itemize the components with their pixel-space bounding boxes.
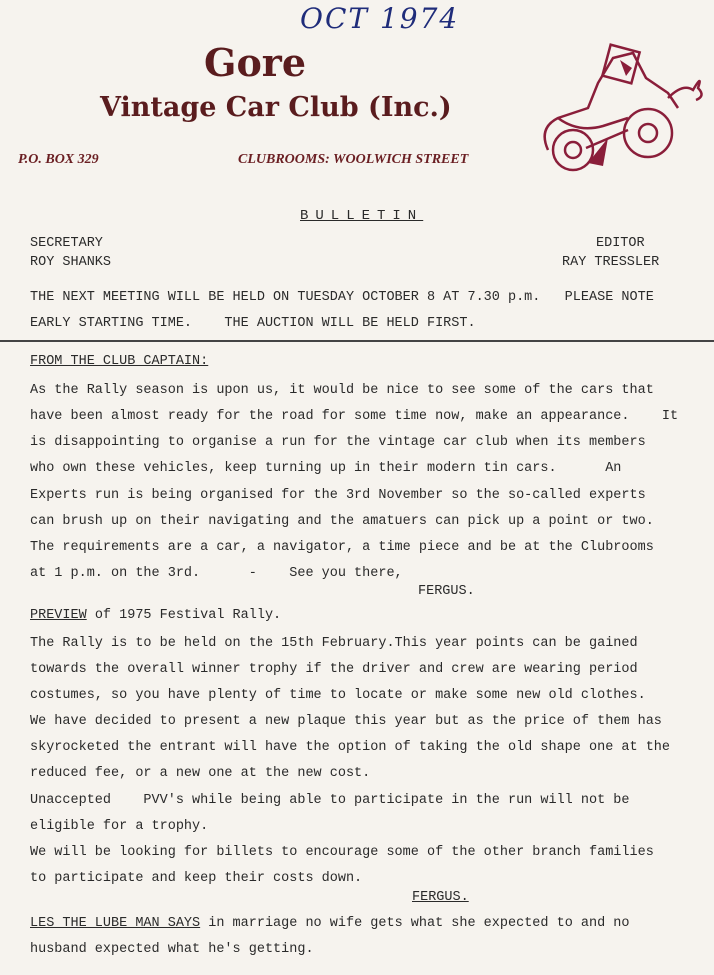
captain-signature: FERGUS. (418, 584, 475, 599)
lube-line-1-rest: in marriage no wife gets what she expected to and no (200, 916, 630, 931)
preview-line: We will be looking for billets to encourage some of the other branch families (30, 845, 654, 860)
preview-heading (30, 608, 281, 623)
po-box: P.O. BOX 329 (18, 152, 99, 167)
captain-line: have been almost ready for the road for some time now, make an appearance. It (30, 409, 679, 424)
preview-line: costumes, so you have plenty of time to locate or make some new old clothes. (30, 688, 646, 703)
preview-line: Unaccepted PVV's while being able to participate in the run will not be (30, 793, 630, 808)
lube-line-1 (30, 916, 630, 931)
preview-line: reduced fee, or a new one at the new cost. (30, 766, 371, 781)
captain-heading: FROM THE CLUB CAPTAIN: (30, 354, 209, 369)
captain-line: The requirements are a car, a navigator, a time piece and be at the Clubrooms (30, 540, 654, 555)
preview-line: to participate and keep their costs down. (30, 871, 363, 886)
editor-name: RAY TRESSLER (562, 255, 660, 270)
captain-line: Experts run is being organised for the 3rd November so the so-called experts (30, 488, 646, 503)
preview-line: The Rally is to be held on the 15th February.This year points can be gained (30, 636, 638, 651)
section-divider (0, 340, 714, 342)
preview-line: towards the overall winner trophy if the driver and crew are wearing period (30, 662, 638, 677)
notice-line-1: THE NEXT MEETING WILL BE HELD ON TUESDAY OCTOBER 8 AT 7.30 p.m. PLEASE NOTE (30, 290, 654, 305)
notice-line-2: EARLY STARTING TIME. THE AUCTION WILL BE HELD FIRST. (30, 316, 476, 331)
lube-line-2: husband expected what he's getting. (30, 942, 314, 957)
secretary-label: SECRETARY (30, 236, 103, 251)
secretary-name: ROY SHANKS (30, 255, 112, 270)
club-name: Gore (204, 40, 306, 85)
preview-heading-underlined: PREVIEW (30, 608, 87, 623)
preview-heading-rest: of 1975 Festival Rally. (86, 608, 282, 623)
clubrooms-address: CLUBROOMS: WOOLWICH STREET (238, 152, 469, 167)
captain-line: can brush up on their navigating and the amatuers can pick up a point or two. (30, 514, 654, 529)
club-subtitle: Vintage Car Club (Inc.) (100, 92, 452, 123)
preview-signature: FERGUS. (412, 890, 469, 905)
captain-line: As the Rally season is upon us, it would be nice to see some of the cars that (30, 383, 654, 398)
captain-line: who own these vehicles, keep turning up in their modern tin cars. An (30, 461, 622, 476)
lube-heading: LES THE LUBE MAN SAYS (30, 916, 201, 931)
preview-line: eligible for a trophy. (30, 819, 209, 834)
bulletin-title: BULLETIN (300, 208, 424, 224)
vintage-car-logo (528, 38, 708, 178)
preview-line: skyrocketed the entrant will have the option of taking the old shape one at the (30, 740, 671, 755)
editor-label: EDITOR (596, 236, 645, 251)
handwritten-date: OCT 1974 (300, 2, 460, 35)
captain-line: is disappointing to organise a run for the vintage car club when its members (30, 435, 646, 450)
captain-line: at 1 p.m. on the 3rd. - See you there, (30, 566, 403, 581)
preview-line: We have decided to present a new plaque this year but as the price of them has (30, 714, 662, 729)
